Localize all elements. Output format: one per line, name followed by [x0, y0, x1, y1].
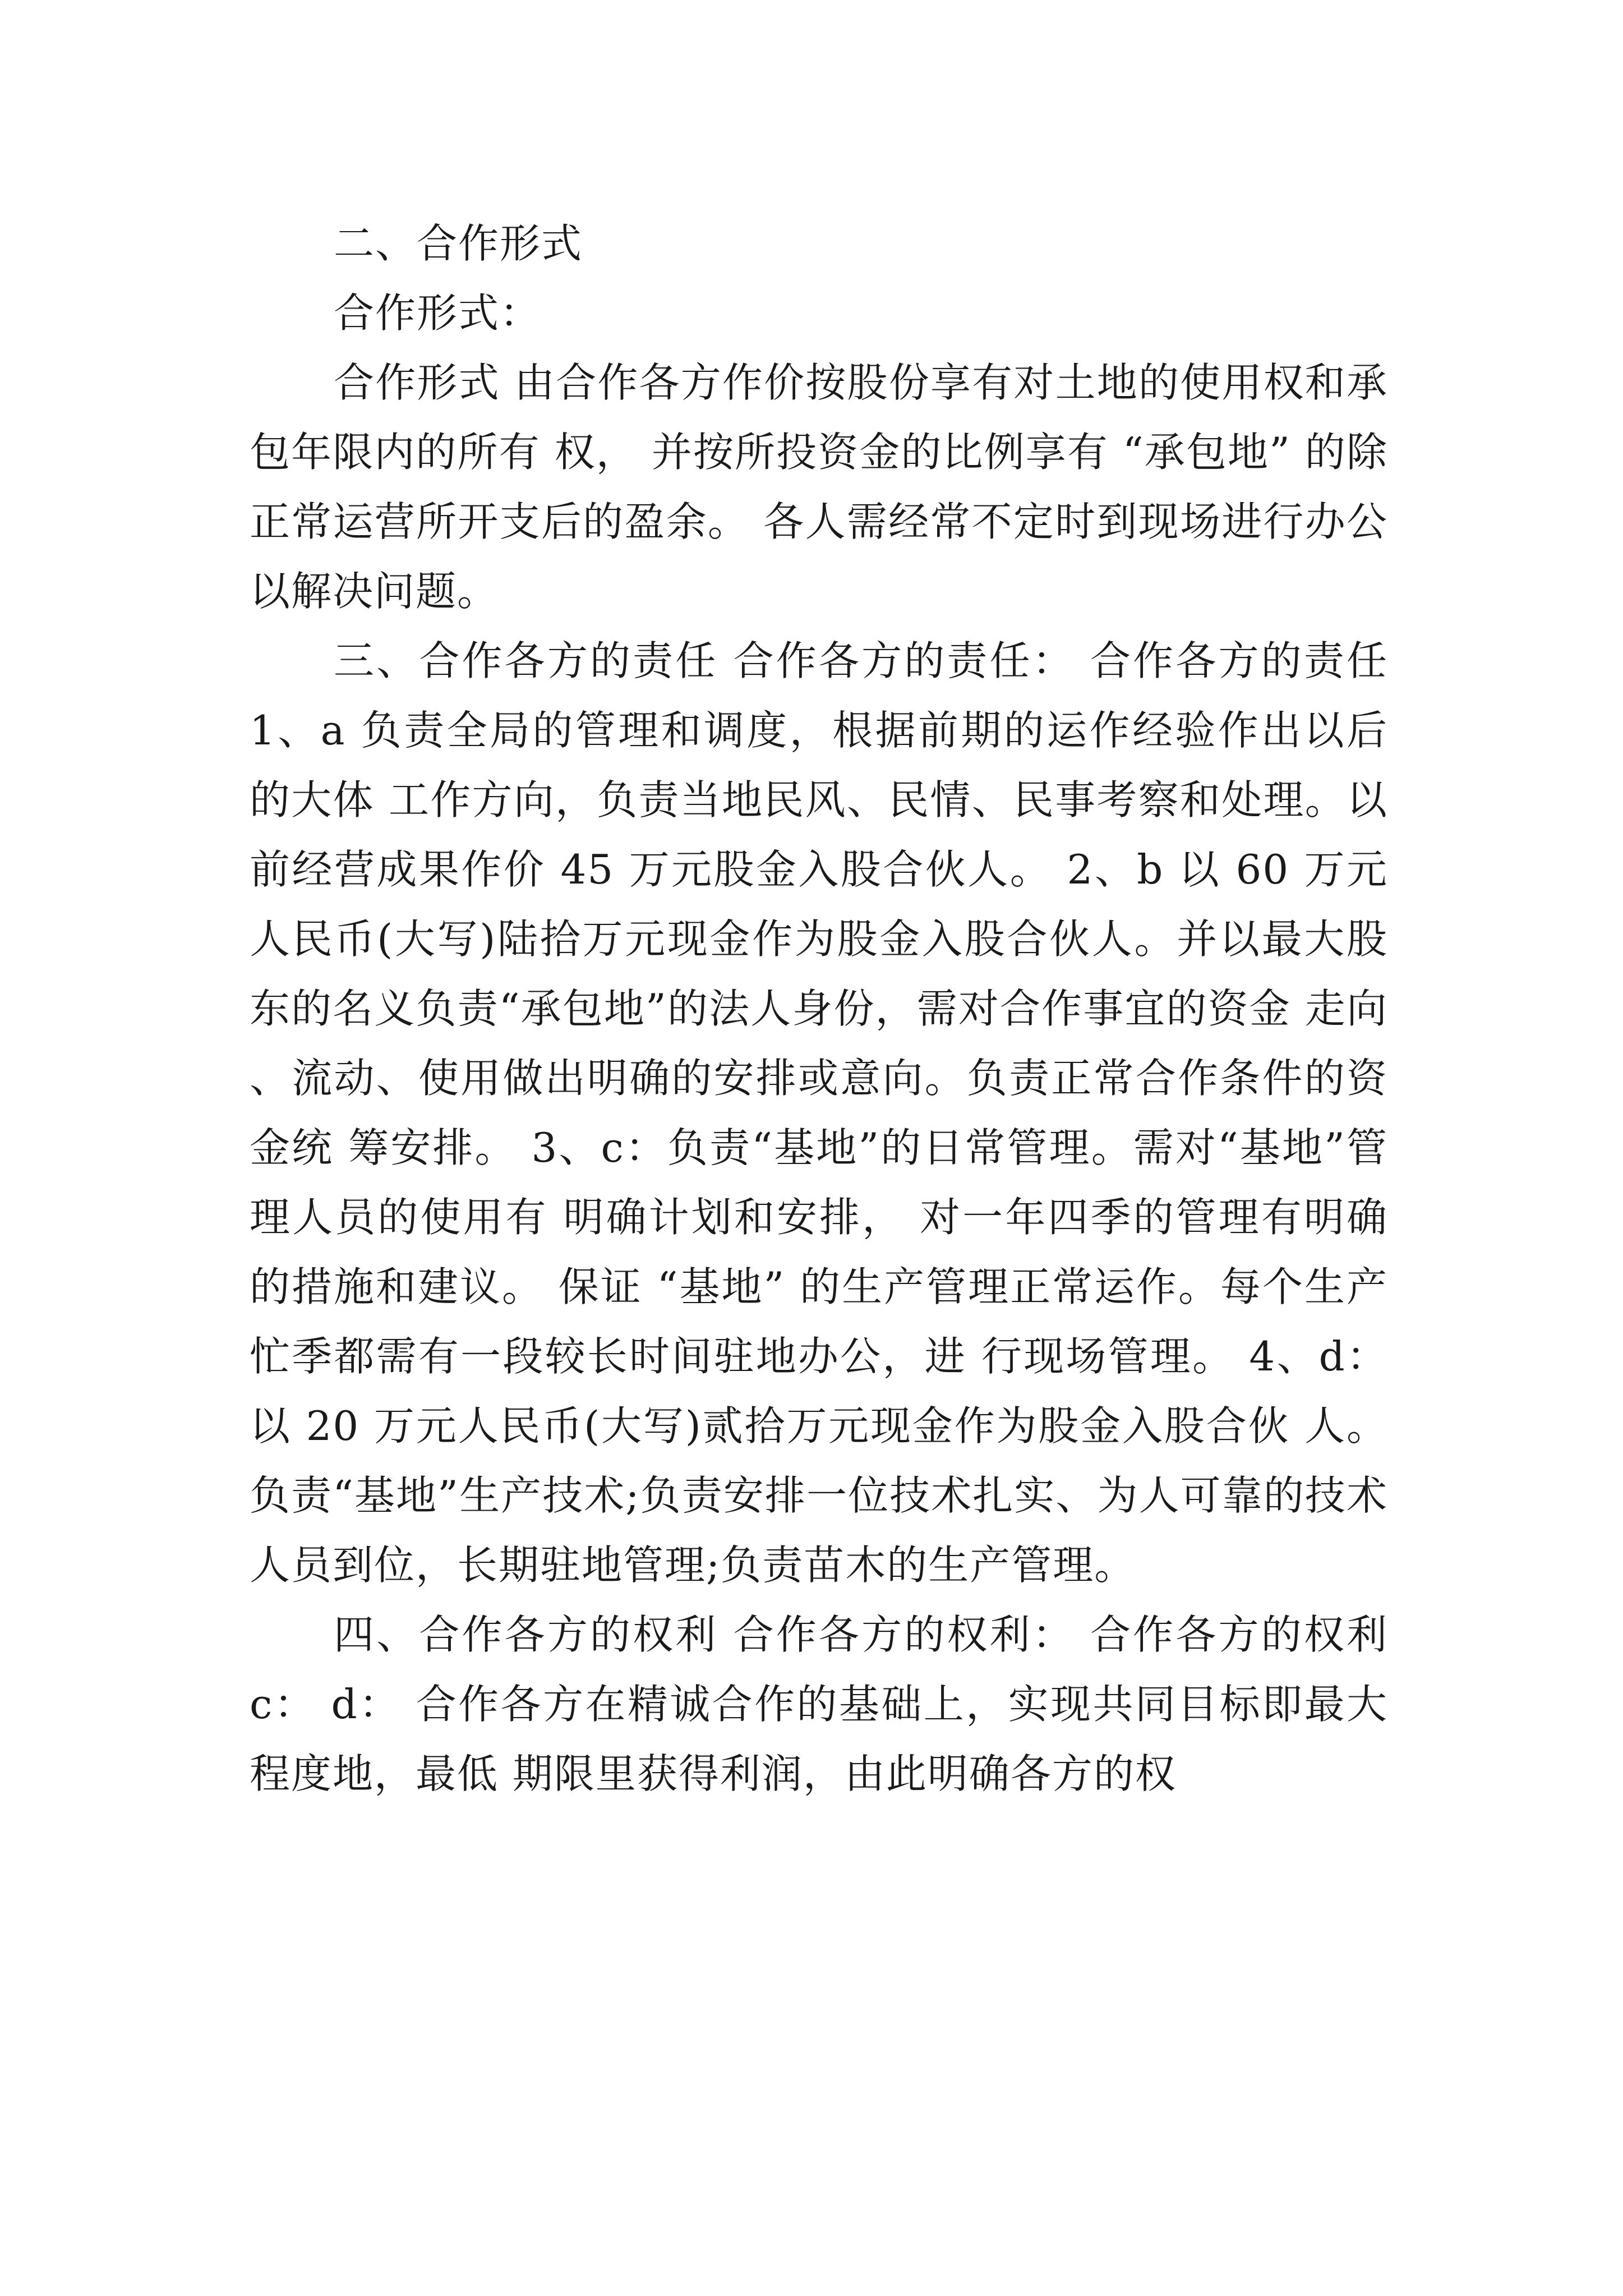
paragraph-rights: 四、合作各方的权利 合作各方的权利： 合作各方的权利 c： d： 合作各方在精诚合作的基础上，实现共同目标即最大程度地，最低 期限里获得利润，由此明确各方的权 [250, 1611, 1388, 1797]
paragraph-cooperation-form: 合作形式 由合作各方作价按股份享有对土地的使用权和承包年限内的所有 权， 并按所投资金的比例享有 “承包地” 的除正常运营所开支后的盈余。 各人需经常不定时到现场进行办公以解决问题。 [250, 359, 1388, 615]
section-heading-cooperation-form: 二、合作形式 [334, 220, 583, 267]
paragraph-responsibilities: 三、合作各方的责任 合作各方的责任： 合作各方的责任 1、a 负责全局的管理和调度，根据前期的运作经验作出以后的大体 工作方向，负责当地民风、民情、民事考察和处理。以前经营成果作价 45 万元股金入股合伙人。 2、b 以 60 万元人民币(大写)陆拾万元现金作为股金入股合伙人。并以最大股东的名义负责“承包地”的法人身份，需对合作事宜的资金 走向、流动、使用做出明确的安排或意向。负责正常合作条件的资金统 筹安排。 3、c：负责“基地”的日常管理。需对“基地”管理人员的使用有 明确计划和安排， 对一年四季的管理有明确的措施和建议。 保证 “基地” 的生产管理正常运作。每个生产忙季都需有一段较长时间驻地办公，进 行现场管理。 4、d：以 20 万元人民币(大写)贰拾万元现金作为股金入股合伙 人。负责“基地”生产技术;负责安排一位技术扎实、为人可靠的技术 人员到位，长期驻地管理;负责苗木的生产管理。 [250, 637, 1388, 1589]
document-body [250, 209, 1388, 1809]
subheading-cooperation-form: 合作形式： [334, 289, 542, 337]
